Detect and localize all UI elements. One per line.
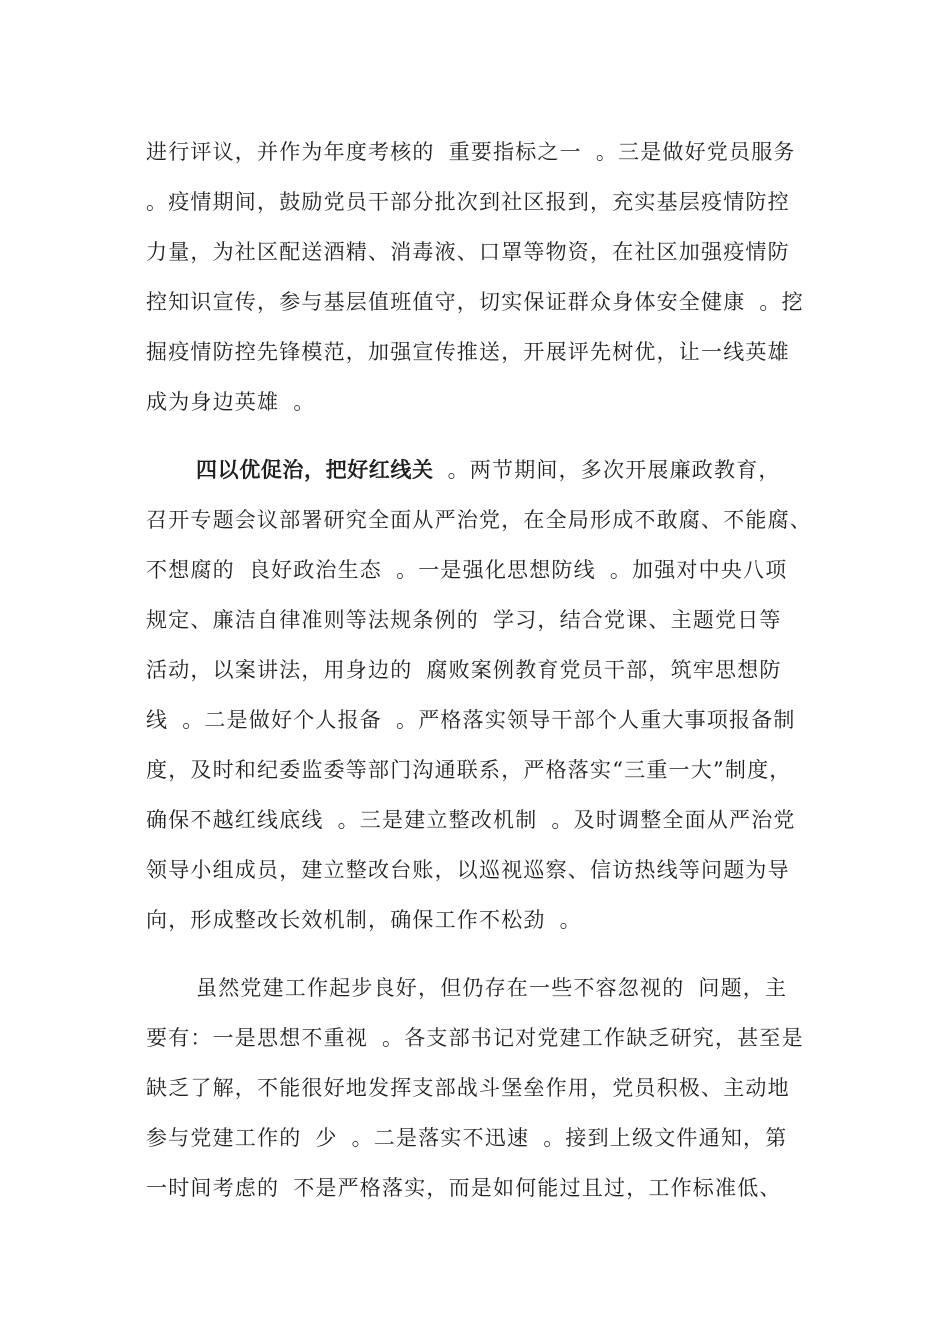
text-segment: 控知识宣传，参与基层值班值守，切实保证群众身体安全健康 bbox=[146, 290, 746, 314]
p1-line-1 bbox=[146, 137, 826, 167]
text-segment: 掘疫情防控先锋模范，加强宣传推送，开展评先树优，让一线英雄 bbox=[146, 340, 790, 364]
p3-line-5 bbox=[146, 1173, 826, 1203]
text-segment: 。 bbox=[293, 390, 316, 414]
p3-line-2 bbox=[146, 1023, 826, 1053]
p2-line-1 bbox=[196, 455, 826, 485]
text-segment: 。接到上级文件通知，第 bbox=[543, 1126, 788, 1150]
text-segment: 不是严格落实，而是如何能过且过，工作标准低、 bbox=[293, 1176, 782, 1200]
p1-line-5 bbox=[146, 337, 826, 367]
text-segment: 问题，主 bbox=[698, 976, 788, 1000]
text-segment: 。三是做好党员服务 bbox=[595, 140, 796, 164]
p2-line-7 bbox=[146, 755, 826, 785]
text-segment: 要有：一是思想不重视 bbox=[146, 1026, 368, 1050]
text-segment: 缺乏了解，不能很好地发挥支部战斗堡垒作用，党员积极、主动地 bbox=[146, 1076, 790, 1100]
p2-line-2 bbox=[146, 505, 826, 535]
text-segment: 。各支部书记对党建工作缺乏研究，甚至是 bbox=[382, 1026, 804, 1050]
text-segment: 向，形成整改长效机制，确保工作不松劲 bbox=[146, 908, 546, 932]
text-segment: 。二是做好个人报备 bbox=[182, 708, 383, 732]
p2-line-6 bbox=[146, 705, 826, 735]
text-segment: 虽然党建工作起步良好，但仍存在一些不容忽视的 bbox=[196, 976, 685, 1000]
text-segment: 少 bbox=[315, 1126, 338, 1150]
p2-line-3 bbox=[146, 555, 826, 585]
p3-line-3 bbox=[146, 1073, 826, 1103]
text-segment: 重要指标之一 bbox=[448, 140, 582, 164]
text-segment: 。三是建立整改机制 bbox=[337, 808, 538, 832]
p1-line-4 bbox=[146, 287, 826, 317]
text-segment: 力量，为社区配送酒精、消毒液、口罩等物资，在社区加强疫情防 bbox=[146, 240, 790, 264]
text-segment: 。两节期间，多次开展廉政教育， bbox=[447, 458, 781, 482]
text-segment: 领导小组成员，建立整改台账，以巡视巡察、信访热线等问题为导 bbox=[146, 858, 790, 882]
p3-line-4 bbox=[146, 1123, 826, 1153]
text-segment: 线 bbox=[146, 708, 169, 732]
text-segment: 进行评议，并作为年度考核的 bbox=[146, 140, 435, 164]
text-segment: 确保不越红线底线 bbox=[146, 808, 324, 832]
text-segment: 。及时调整全面从严治党 bbox=[551, 808, 796, 832]
text-segment: 。挖 bbox=[759, 290, 804, 314]
text-segment: 。严格落实领导干部个人重大事项报备制 bbox=[396, 708, 796, 732]
text-segment: 不想腐的 bbox=[146, 558, 235, 582]
p1-line-3 bbox=[146, 237, 826, 267]
p2-line-9 bbox=[146, 855, 826, 885]
text-segment: 。 bbox=[559, 908, 582, 932]
text-segment: 召开专题会议部署研究全面从严治党，在全局形成不敢腐、不能腐、 bbox=[146, 508, 812, 532]
text-segment: 一时间考虑的 bbox=[146, 1176, 280, 1200]
text-segment: 。二是落实不迅速 bbox=[351, 1126, 530, 1150]
text-segment: 成为身边英雄 bbox=[146, 390, 280, 414]
p2-line-8 bbox=[146, 805, 826, 835]
text-segment: 学习，结合党课、主题党日等 bbox=[493, 608, 782, 632]
p1-line-2 bbox=[146, 187, 826, 217]
p2-line-5 bbox=[146, 655, 826, 685]
text-segment: 参与党建工作的 bbox=[146, 1126, 302, 1150]
text-segment: 。一是强化思想防线 bbox=[396, 558, 596, 582]
text-segment: 。疫情期间，鼓励党员干部分批次到社区报到，充实基层疫情防控 bbox=[146, 190, 790, 214]
text-segment: 良好政治生态 bbox=[248, 558, 383, 582]
section-heading: 四以优促治，把好红线关 bbox=[196, 458, 434, 482]
text-segment: 腐败案例教育党员干部，筑牢思想防 bbox=[426, 658, 782, 682]
text-segment: 规定、廉洁自律准则等法规条例的 bbox=[146, 608, 479, 632]
text-segment: 。加强对中央八项 bbox=[609, 558, 788, 582]
p2-line-10 bbox=[146, 905, 826, 935]
p3-line-1 bbox=[196, 973, 826, 1003]
text-segment: 活动，以案讲法，用身边的 bbox=[146, 658, 413, 682]
p2-line-4 bbox=[146, 605, 826, 635]
p1-line-6 bbox=[146, 387, 826, 417]
text-segment: 度，及时和纪委监委等部门沟通联系，严格落实“三重一大”制度， bbox=[146, 758, 792, 782]
